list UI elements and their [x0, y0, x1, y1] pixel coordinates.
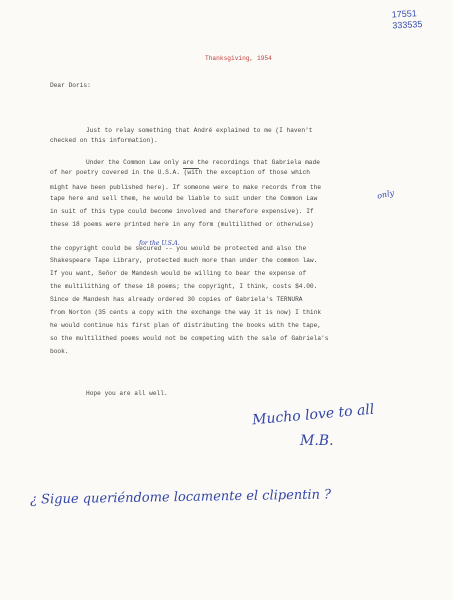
body-line: Just to relay something that André explained to me (I haven't [86, 127, 313, 134]
body-line: Shakespeare Tape Library, protected much more than under the common law. [50, 257, 318, 264]
body-line: he would continue his first plan of distributing the books with the tape, [50, 322, 322, 329]
body-line: the multilithing of these 18 poems; the copyright, I think, costs $4.00. [50, 283, 318, 290]
body-line: in suit of this type could become involved and therefore expensive). If [50, 208, 314, 215]
archive-ref-line-2: 333535 [392, 18, 423, 31]
handwritten-annotation-usa: for the U.S.A. [139, 240, 180, 247]
body-line: so the multilithed poems would not be competing with the sale of Gabriela's [50, 335, 329, 342]
body-line: Under the Common Law only are the recordings that Gabriela made [86, 159, 320, 166]
archive-ref-line-1: 17551 [391, 8, 417, 20]
body-line: If you want, Señor de Mandesh would be willing to bear the expense of [50, 270, 307, 277]
body-line: the copyright could be secured -- you would be protected and also the [50, 245, 307, 252]
handwritten-annotation-only: only [376, 188, 395, 201]
body-line: Since de Mandesh has already ordered 30 copies of Gabriela's TERNURA [50, 296, 303, 303]
handwritten-closing: Mucho love to all [251, 401, 375, 429]
archive-reference [391, 6, 450, 31]
body-line: book. [50, 348, 69, 355]
letter-date: Thanksgiving, 1954 [205, 55, 272, 62]
body-line: from Norton (35 cents a copy with the exchange the way it is now) I think [50, 309, 322, 316]
handwritten-postscript: ¿ Sigue queriéndome locamente el clipentin ? [29, 487, 332, 508]
handwritten-initials: M.B. [300, 433, 334, 449]
body-line: of her poetry covered in the U.S.A. (with the exception of those which [50, 169, 310, 176]
body-line: these 18 poems were printed here in any form (multilithed or otherwise) [50, 221, 314, 228]
body-line: checked on this information). [50, 137, 158, 144]
body-line: might have been published here). If someone were to make records from the [50, 184, 322, 191]
body-line: tape here and sell them, he would be liable to suit under the Common Law [50, 195, 318, 202]
salutation: Dear Doris: [50, 82, 91, 89]
closing-line: Hope you are all well. [86, 390, 168, 397]
